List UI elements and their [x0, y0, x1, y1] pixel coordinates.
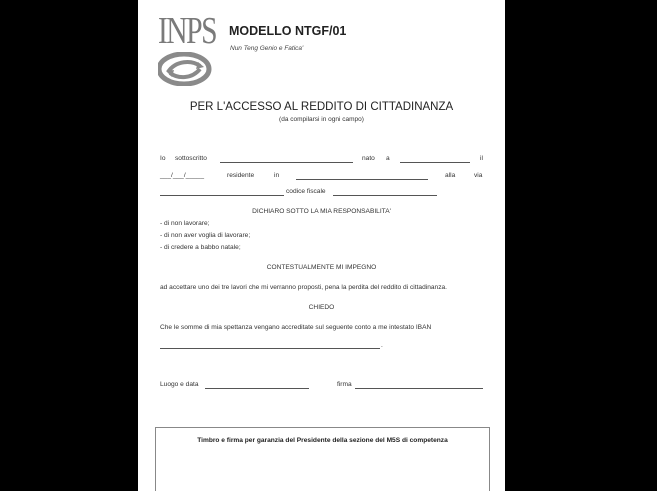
label-via: via	[474, 172, 483, 179]
model-subtitle: Nun Teng Genio e Fatica'	[230, 45, 304, 52]
commit-text: ad accettare uno dei tre lavori che mi verranno proposti, pena la perdita del reddito di cittadinanza.	[160, 284, 447, 291]
name-field[interactable]	[220, 162, 353, 163]
logo-text: INPS	[158, 10, 217, 52]
label-in: in	[274, 172, 280, 179]
declaration-item: - di credere a babbo natale;	[160, 244, 241, 251]
label-il: il	[480, 155, 483, 162]
label-io: Io	[160, 155, 166, 162]
label-a: a	[386, 155, 390, 162]
inps-logo	[158, 10, 217, 86]
stamp-text: Timbro e firma per garanzia del Presidente della sezione del M5S di competenza	[197, 437, 448, 444]
label-signature: firma	[337, 381, 352, 388]
label-sottoscritto: sottoscritto	[175, 155, 207, 162]
declaration-item: - di non aver voglia di lavorare;	[160, 232, 251, 239]
label-alla: alla	[445, 172, 456, 179]
request-text: Che le somme di mia spettanza vengano accreditate sul seguente conto a me intestato IBAN	[160, 324, 432, 331]
birthplace-field[interactable]	[400, 162, 470, 163]
document-subtitle: (da compilarsi in ogni campo)	[279, 116, 364, 123]
label-nato: nato	[362, 155, 375, 162]
birthdate-field[interactable]: ___/___/_____	[160, 172, 205, 179]
request-heading: CHIEDO	[308, 304, 335, 311]
signature-field[interactable]	[355, 388, 483, 389]
document-title: PER L'ACCESSO AL REDDITO DI CITTADINANZA	[189, 101, 454, 113]
stamp-box	[155, 427, 490, 491]
label-codice-fiscale: codice fiscale	[286, 188, 326, 195]
place-date-field[interactable]	[205, 388, 309, 389]
residence-field[interactable]	[296, 179, 428, 180]
label-place-date: Luogo e data	[160, 381, 199, 388]
iban-period: .	[381, 342, 383, 349]
street-field[interactable]	[160, 195, 284, 196]
commit-heading: CONTESTUALMENTE MI IMPEGNO	[266, 264, 377, 271]
label-residente: residente	[227, 172, 255, 179]
model-title: MODELLO NTGF/01	[229, 24, 347, 38]
logo-swirl-icon	[158, 52, 214, 86]
declare-heading: DICHIARO SOTTO LA MIA RESPONSABILITA'	[252, 208, 391, 215]
iban-field[interactable]	[160, 348, 380, 349]
tax-code-field[interactable]	[333, 195, 437, 196]
declaration-item: - di non lavorare;	[160, 220, 210, 227]
document-page	[138, 0, 505, 491]
